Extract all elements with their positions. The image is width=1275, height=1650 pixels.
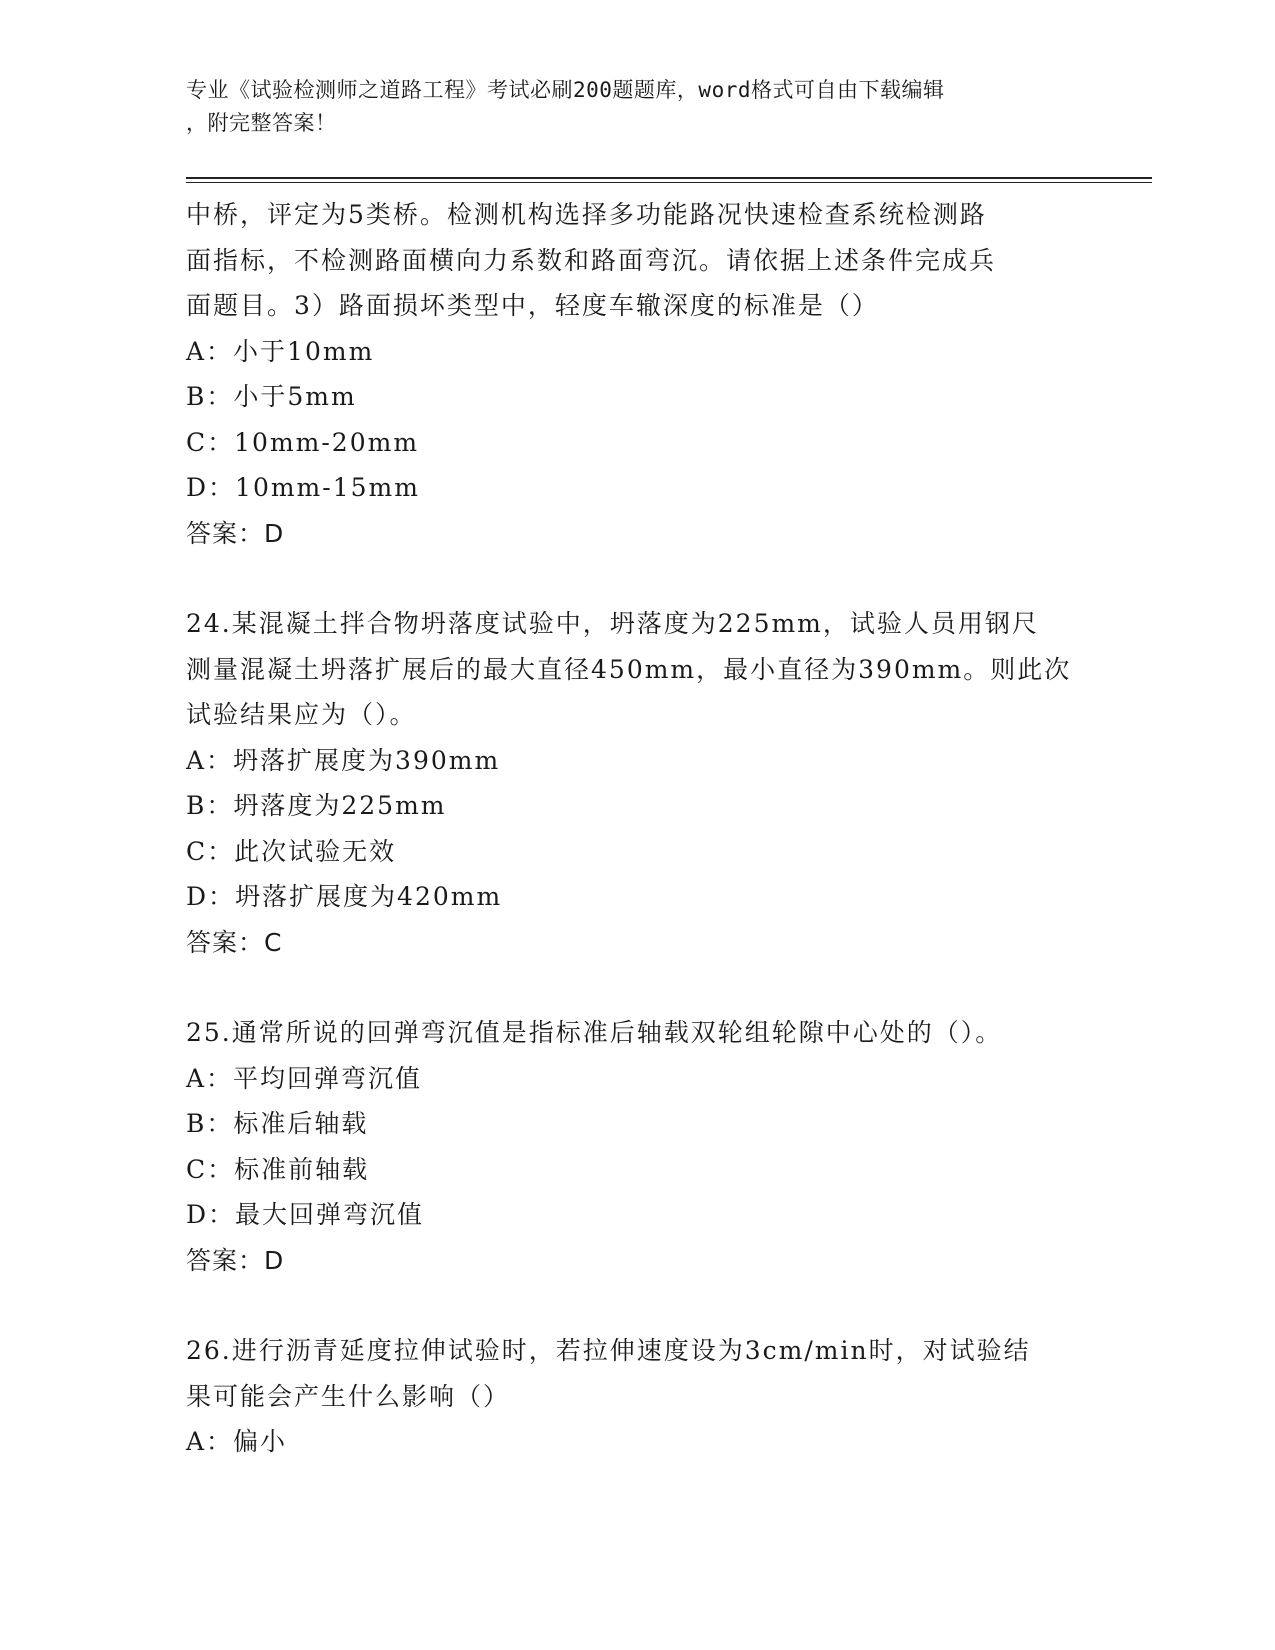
option-b: B：小于5mm — [186, 382, 357, 411]
question-stem-line: 试验结果应为（）。 — [186, 700, 417, 729]
spacer — [186, 556, 1086, 601]
option-d: D：坍落扩展度为420mm — [186, 882, 503, 911]
option-c: C：标准前轴载 — [186, 1154, 370, 1184]
question-stem-line: 25.通常所说的回弹弯沉值是指标准后轴载双轮组轮隙中心处的（）。 — [186, 1018, 1003, 1047]
option-c: C：10mm-20mm — [186, 427, 420, 457]
question-content — [186, 192, 1086, 1465]
answer: 答案：D — [186, 1245, 285, 1275]
header-line-1: 专业《试验检测师之道路工程》考试必刷200题题库，word格式可自由下载编辑 — [186, 78, 945, 102]
question-24 — [186, 601, 1086, 965]
option-d: D：10mm-15mm — [186, 473, 420, 502]
option-a: A：平均回弹弯沉值 — [186, 1063, 423, 1093]
question-stem-line: 面题目。3）路面损坏类型中，轻度车辙深度的标准是（） — [186, 291, 879, 320]
page-header — [186, 74, 1066, 140]
question-stem-line: 中桥，评定为5类桥。检测机构选择多功能路况快速检查系统检测路 — [186, 200, 987, 229]
question-stem-line: 果可能会产生什么影响（） — [186, 1381, 511, 1411]
option-a: A：偏小 — [186, 1427, 288, 1456]
question-26 — [186, 1328, 1086, 1465]
answer: 答案：C — [186, 927, 283, 957]
option-c: C：此次试验无效 — [186, 836, 397, 866]
question-25 — [186, 1010, 1086, 1283]
option-d: D：最大回弹弯沉值 — [186, 1200, 425, 1229]
answer: 答案：D — [186, 518, 285, 548]
question-stem-line: 面指标，不检测路面横向力系数和路面弯沉。请依据上述条件完成兵 — [186, 245, 997, 275]
option-a: A：小于10mm — [186, 336, 375, 366]
option-b: B：标准后轴载 — [186, 1109, 369, 1138]
header-divider — [186, 177, 1152, 179]
question-23 — [186, 192, 1086, 556]
header-divider-thin — [186, 182, 1152, 183]
spacer — [186, 965, 1086, 1010]
option-a: A：坍落扩展度为390mm — [186, 745, 501, 775]
question-stem-line: 测量混凝土坍落扩展后的最大直径450mm，最小直径为390mm。则此次 — [186, 654, 1072, 684]
question-stem-line: 26.进行沥青延度拉伸试验时，若拉伸速度设为3cm/min时，对试验结 — [186, 1336, 1031, 1365]
spacer — [186, 1283, 1086, 1328]
question-stem-line: 24.某混凝土拌合物坍落度试验中，坍落度为225mm，试验人员用钢尺 — [186, 609, 1039, 638]
option-b: B：坍落度为225mm — [186, 791, 447, 820]
header-line-2: ，附完整答案！ — [186, 111, 337, 135]
